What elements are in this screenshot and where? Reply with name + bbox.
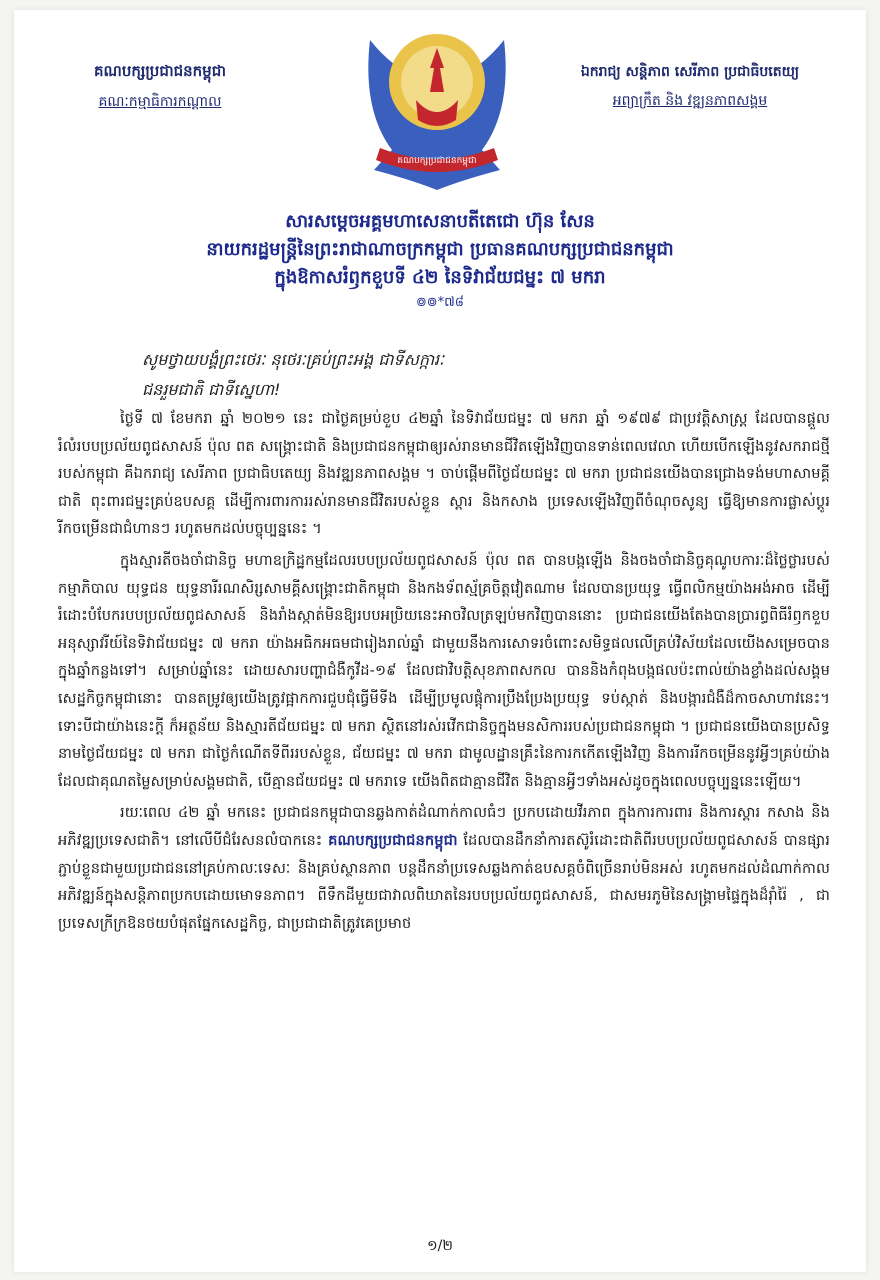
header-left — [60, 62, 260, 113]
title-line-3: ក្នុងឱកាសរំឭកខួបទី ៤២ នៃទិវាជ័យជម្នះ ៧ មករា — [274, 267, 606, 288]
party-name-inline: គណបក្សប្រជាជនកម្ពុជា — [328, 831, 458, 849]
title-ornament: ៙៙*៧៨ — [416, 295, 464, 310]
paragraph-1: ថ្ងៃទី ៧ ខែមករា ឆ្នាំ ២០២១ នេះ ជាថ្ងៃគម្រប់ខួប ៤២ឆ្នាំ នៃទិវាជ័យជម្នះ ៧ មករា ឆ្នាំ ១៩៧៩ ជាប្រវត្តិសាស្ត្រ ដែលបានផ្តួលរំលំរបបប្រល័យពូជសាសន៍ ប៉ុល ពត សង្គ្រោះជាតិ និងប្រជាជនកម្ពុជាឲ្យរស់រានមានជីវិតឡើងវិញបានទាន់ពេលវេលា ហើយបើកឡើងនូវសករាជថ្មីរបស់កម្ពុជា គឺឯករាជ្យ សេរីភាព ប្រជាធិបតេយ្យ និងវឌ្ឍនភាពសង្គម ។ ចាប់ផ្តើមពីថ្ងៃជ័យជម្នះ ៧ មករា ប្រជាជនយើងបានជ្រោងទង់មហាសាមគ្គីជាតិ ពុះពារជម្នះគ្រប់ឧបសគ្គ ដើម្បីការពារការរស់រានមានជីវិតរបស់ខ្លួន ស្តារ និងកសាង ប្រទេសឡើងវិញពីចំណុចសូន្យ ធ្វើឱ្យមានការផ្លាស់ប្តូរ រីកចម្រើនជាជំហានៗ រហូតមកដល់បច្ចុប្បន្ននេះ ។ — [58, 410, 830, 538]
paragraph-3-end: ដែលបានដឹកនាំការតស៊ូរំដោះជាតិពីរបបប្រល័យពូជសាសន៍ បានផ្សារភ្ជាប់ខ្លួនជាមួយប្រជាជននៅគ្រប់កាលៈទេសៈ និងគ្រប់ស្ថានភាព បន្តដឹកនាំប្រទេសឆ្លងកាត់ឧបសគ្គចំពិច្រើនរាប់មិនអស់ រហូតមកដល់ដំណាក់កាលអភិវឌ្ឍន៍ក្នុងសន្តិភាពប្រកបដោយមោទនភាព។ ពីទឹកដីមួយជាវាលពិឃាតនៃរបបប្រល័យពូជសាសន៍, ជាសមរភូមិនៃសង្គ្រាមផ្ទៃក្នុងដ៏រ៉ាំរ៉ៃ , ជាប្រទេសក្រីក្រឱនថយបំផុតផ្នែកសេដ្ឋកិច្ច, ជាប្រជាជាតិត្រូវគេប្រមាថ — [58, 831, 830, 932]
message-body — [58, 405, 830, 941]
title-line-2: នាយករដ្ឋមន្ត្រីនៃព្រះរាជាណាចក្រកម្ពុជា ប្រធានគណបក្សប្រជាជនកម្ពុជា — [206, 239, 674, 260]
paragraph-3 — [58, 799, 830, 937]
party-name: គណបក្សប្រជាជនកម្ពុជា — [94, 62, 226, 80]
paragraph-3-start: រយៈពេល ៤២ ឆ្នាំ មកនេះ ប្រជាជនកម្ពុជាបានឆ្លងកាត់ដំណាក់កាលធំៗ ប្រកបដោយវីរភាព ក្នុងការការពារ និងការស្តារ កសាង និងអភិវឌ្ឍប្រទេសជាតិ។ នៅលើបីជំរែសនលំបាកនេះ — [58, 804, 830, 849]
greeting-line-2: ជនរួមជាតិ ជាទីស្នេហា! — [142, 380, 281, 399]
party-emblem — [352, 20, 522, 196]
emblem-banner-text: គណបក្សប្រជាជនកម្ពុជា — [397, 156, 477, 166]
title-block — [80, 208, 800, 313]
header-right — [545, 62, 835, 112]
national-motto: ឯករាជ្យ សន្តិភាព សេរីភាព ប្រជាធិបតេយ្យ — [580, 64, 800, 80]
paragraph-2: ក្នុងស្មារតីចងចាំជានិច្ច មហាឧក្រិដ្ឋកម្មដែលរបបប្រល័យពូជសាសន៍ ប៉ុល ពត បានបង្កឡើង និងចងចាំជានិច្ចគុណូបការៈដ៏ថ្លៃថ្លារបស់កម្មាភិបាល យុទ្ធជន យុទ្ធនារីរណសិរ្សសាមគ្គីសង្គ្រោះជាតិកម្ពុជា និងកងទ័ពស្ម័គ្រចិត្តវៀតណាម ដែលបានប្រយុទ្ធ ធ្វើពលិកម្មយ៉ាងអង់អាច ដើម្បីរំដោះបំបែករបបប្រល័យពូជសាសន៍ និងរាំងស្កាត់មិនឱ្យរបបអប្រិយនេះអាចវិលត្រឡប់មកវិញបាននោះ ប្រជាជនយើងតែងបានប្រារព្ធពិធីរំឭកខួបអនុស្សាវរីយ៍នៃទិវាជ័យជម្នះ ៧ មករា យ៉ាងអធិកអធមជារៀងរាល់ឆ្នាំ ជាមួយនឹងការសោទរចំពោះសមិទ្ធផលលើគ្រប់វិស័យដែលយើងសម្រេចបានក្នុងឆ្នាំកន្លងទៅ។ សម្រាប់ឆ្នាំនេះ ដោយសារបញ្ហាជំងឺកូវីដ-១៩ ដែលជាវិបត្តិសុខភាពសកល បាននិងកំពុងបង្កផលប៉ះពាល់យ៉ាងខ្លាំងដល់សង្គម សេដ្ឋកិច្ចកម្ពុជានោះ បានតម្រូវឲ្យយើងត្រូវផ្អាកការជួបជុំធ្វើមីទីង ដើម្បីប្រមូលផ្តុំការប្រឹងប្រែងប្រយុទ្ធ ទប់ស្កាត់ និងបង្ការជំងឺដ៏កាចសាហាវនេះ។ ទោះបីជាយ៉ាងនេះក្តី ក៏អត្ថន័យ និងស្មារតីជ័យជម្នះ ៧ មករា ស្ថិតនៅរស់រវើកជានិច្ចក្នុងមនសិការរបស់ប្រជាជនកម្ពុជា ។ ប្រជាជនយើងបានប្រសិទ្ធនាមថ្ងៃជ័យជម្នះ ៧ មករា ជាថ្ងៃកំណើតទីពីររបស់ខ្លួន, ជ័យជម្នះ ៧ មករា ជាមូលដ្ឋានគ្រឹះនៃការកកើតឡើងវិញ និងការរីកចម្រើននូវអ្វីៗគ្រប់យ៉ាង ដែលជាគុណតម្លៃសម្រាប់សង្គមជាតិ, បើគ្មានជ័យជម្នះ ៧ មករាទេ យើងពិតជាគ្មានជីវិត និងគ្មានអ្វីៗទាំងអស់ដូចក្នុងពេលបច្ចុប្បន្ននេះឡើយ។ — [58, 551, 830, 790]
national-motto-line2: អព្យាក្រឹត និង វឌ្ឍនភាពសង្គម — [612, 93, 768, 109]
page-number: ១/២ — [427, 1238, 453, 1254]
title-line-1: សារសម្តេចអគ្គមហាសេនាបតីតេជោ ហ៊ុន សែន — [285, 211, 595, 232]
central-committee: គណៈកម្មាធិការកណ្តាល — [98, 94, 222, 110]
greeting — [142, 345, 742, 405]
greeting-line-1: សូមថ្វាយបង្គំព្រះថេរៈ នុថេរៈគ្រប់ព្រះអង្គ ជាទីសក្ការៈ — [142, 350, 445, 369]
